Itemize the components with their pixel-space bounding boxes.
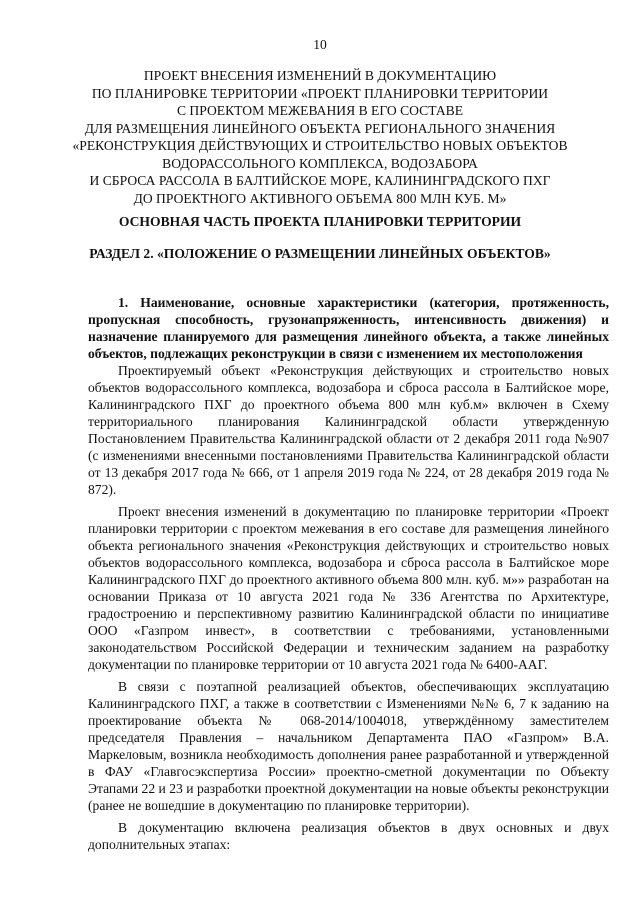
section-heading: РАЗДЕЛ 2. «ПОЛОЖЕНИЕ О РАЗМЕЩЕНИИ ЛИНЕЙНЫХ ОБЪЕКТОВ»: [89, 246, 551, 261]
title-line: И СБРОСА РАССОЛА В БАЛТИЙСКОЕ МОРЕ, КАЛИНИНГРАДСКОГО ПХГ: [89, 173, 551, 188]
title-line: ВОДОРАССОЛЬНОГО КОМПЛЕКСА, ВОДОЗАБОРА: [162, 155, 478, 171]
title-line: ПО ПЛАНИРОВКЕ ТЕРРИТОРИИ «ПРОЕКТ ПЛАНИРОВКИ ТЕРРИТОРИИ: [91, 85, 549, 101]
page-number: 10: [313, 37, 327, 52]
body-paragraph: Проект внесения изменений в документацию по планировке территории «Проект планировки территории с проектом межевания в его составе для размещения линейного объекта регионального значения «Реконструкция действующих и строительство новых объектов водорассольного комплекса, водозабора и сброса рассола в Балтийское море Калининградского ПХГ до проектного активного объема 800 млн. куб. м»» разработан на основании Приказа от 10 августа 2021 года № 336 Агентства по Архитектуре, градостроению и перспективному развитию Калининградской области по инициативе ООО «Газпром инвест», в соответствии с требованиями, установленными законодательством Российской Федерации и техническим заданием на разработку документации по планировке территории от 10 августа 2021 года № 6400-ААГ.: [88, 504, 609, 672]
subsection-heading: 1. Наименование, основные характеристики (категория, протяженность, пропускная способность, грузонапряженность, интенсивность движения) и назначение планируемого для размещения линейного объекта, а также линейных объектов, подлежащих реконструкции в связи с изменением их местоположения: [88, 295, 609, 361]
body-paragraph: Проектируемый объект «Реконструкция действующих и строительство новых объектов водорассольного комплекса, водозабора и сброса рассола в Балтийское море, Калининградского ПХГ до проектного объема 800 млн куб.м» включен в Схему территориального планирования Калининградской области утвержденную Постановлением Правительства Калининградской области от 2 декабря 2011 года №907 (с изменениями внесенными постановлениями Правительства Калининградской области от 13 декабря 2017 года № 666, от 1 апреля 2019 года № 224, от 28 декабря 2019 года № 872).: [88, 363, 609, 497]
document-body: [88, 294, 609, 853]
title-line: С ПРОЕКТОМ МЕЖЕВАНИЯ В ЕГО СОСТАВЕ: [176, 103, 464, 118]
title-line: ПРОЕКТ ВНЕСЕНИЯ ИЗМЕНЕНИЙ В ДОКУМЕНТАЦИЮ: [143, 68, 497, 83]
title-line: ДО ПРОЕКТНОГО АКТИВНОГО ОБЪЕМА 800 МЛН КУБ. М»: [133, 190, 507, 206]
part-heading: ОСНОВНАЯ ЧАСТЬ ПРОЕКТА ПЛАНИРОВКИ ТЕРРИТОРИИ: [118, 214, 522, 229]
document-title: [60, 67, 580, 207]
body-paragraph: В связи с поэтапной реализацией объектов, обеспечивающих эксплуатацию Калининградского ПХГ, а также в соответствии с Изменениями №№ 6, 7 к заданию на проектирование объекта № 068-2014/1004018, утверждённому заместителем председателя Правления – начальником Департамента ПАО «Газпром» В.А. Маркеловым, возникла необходимость дополнения ранее разработанной и утвержденной в ФАУ «Главгосэкспертиза России» проектно-сметной документации по Объекту Этапами 22 и 23 и разработки проектной документации на новые объекты реконструкции (ранее не вошедшие в документацию по планировке территории).: [88, 679, 609, 813]
title-line: «РЕКОНСТРУКЦИЯ ДЕЙСТВУЮЩИХ И СТРОИТЕЛЬСТВО НОВЫХ ОБЪЕКТОВ: [72, 138, 568, 153]
title-line: ДЛЯ РАЗМЕЩЕНИЯ ЛИНЕЙНОГО ОБЪЕКТА РЕГИОНАЛЬНОГО ЗНАЧЕНИЯ: [84, 120, 556, 136]
body-paragraph: В документацию включена реализация объектов в двух основных и двух дополнительных этапах:: [88, 820, 609, 852]
